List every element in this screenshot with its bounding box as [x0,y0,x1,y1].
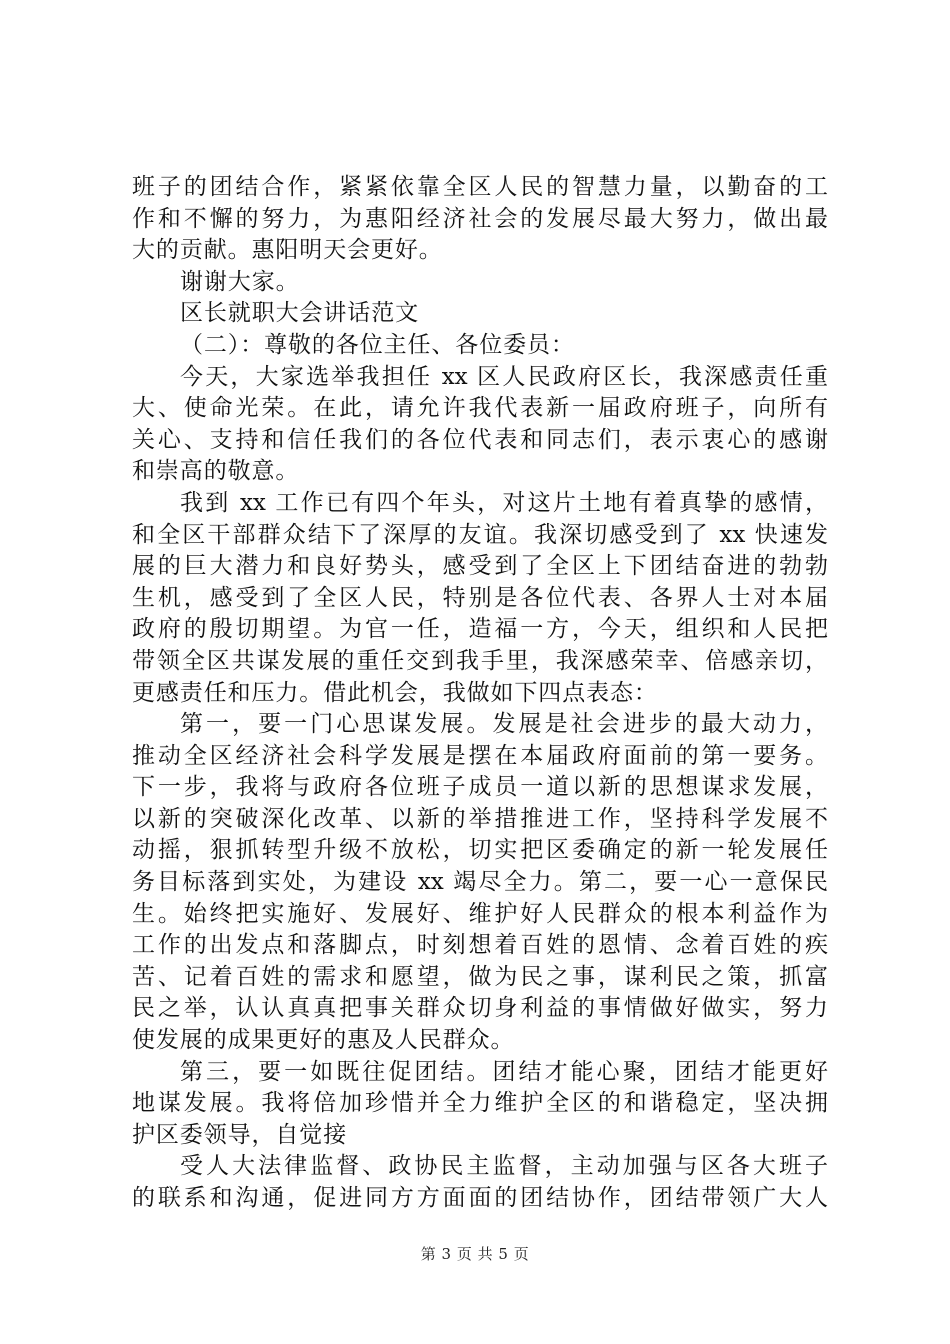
text-line: 生机，感受到了全区人民，特别是各位代表、各界人士对本届 [132,584,828,611]
text-line: 使发展的成果更好的惠及人民群众。 [132,1027,515,1054]
text-line: 带领全区共谋发展的重任交到我手里，我深感荣幸、倍感亲切， [132,647,828,674]
text-line: 下一步，我将与政府各位班子成员一道以新的思想谋求发展， [132,774,828,801]
text-line: 关心、支持和信任我们的各位代表和同志们，表示衷心的感谢 [132,426,828,453]
document-body [132,172,828,1215]
text-line: 地谋发展。我将倍加珍惜并全力维护全区的和谐稳定，坚决拥 [132,1090,828,1117]
text-line: 第一，要一门心思谋发展。发展是社会进步的最大动力， [180,711,828,738]
text-line: 和崇高的敬意。 [132,458,300,485]
text-line: 大、使命光荣。在此，请允许我代表新一届政府班子，向所有 [132,395,828,422]
text-line: 今天，大家选举我担任 xx 区人民政府区长，我深感责任重 [180,363,828,390]
text-line: 展的巨大潜力和良好势头，感受到了全区上下团结奋进的勃勃 [132,553,828,580]
text-line: 作和不懈的努力，为惠阳经济社会的发展尽最大努力，做出最 [132,205,828,232]
text-line: 民之举，认认真真把事关群众切身利益的事情做好做实，努力 [132,995,828,1022]
text-line: 推动全区经济社会科学发展是摆在本届政府面前的第一要务。 [132,742,828,769]
page-number-label: 第 3 页 共 5 页 [420,1245,530,1263]
text-line: 受人大法律监督、政协民主监督，主动加强与区各大班子 [180,1153,828,1180]
text-line: 第三，要一如既往促团结。团结才能心聚，团结才能更好 [180,1058,828,1085]
text-line: 我到 xx 工作已有四个年头，对这片土地有着真挚的感情， [180,489,828,516]
text-line: 工作的出发点和落脚点，时刻想着百姓的恩情、念着百姓的疾 [132,932,828,959]
section-title: 区长就职大会讲话范文 [180,300,419,327]
text-line: 以新的突破深化改革、以新的举措推进工作，坚持科学发展不 [132,805,828,832]
text-line: 动摇，狠抓转型升级不放松，切实把区委确定的新一轮发展任 [132,837,828,864]
text-line: 的联系和沟通，促进同方方面面的团结协作，团结带领广大人 [132,1185,828,1211]
page-footer [0,1244,950,1264]
text-line: 生。始终把实施好、发展好、维护好人民群众的根本利益作为 [132,900,828,927]
text-line: 大的贡献。惠阳明天会更好。 [132,237,443,264]
text-line: 政府的殷切期望。为官一任，造福一方，今天，组织和人民把 [132,616,828,643]
text-line: 更感责任和压力。借此机会，我做如下四点表态： [132,679,658,706]
text-line: 谢谢大家。 [180,268,300,295]
text-line: 苦、记着百姓的需求和愿望，做为民之事，谋利民之策，抓富 [132,963,828,990]
text-line: 务目标落到实处，为建设 xx 竭尽全力。第二，要一心一意保民 [132,869,828,896]
text-line: 和全区干部群众结下了深厚的友谊。我深切感受到了 xx 快速发 [132,521,828,548]
text-line: 护区委领导，自觉接 [132,1121,348,1148]
text-line: 班子的团结合作，紧紧依靠全区人民的智慧力量，以勤奋的工 [132,174,828,200]
salutation: （二）：尊敬的各位主任、各位委员： [180,331,575,358]
